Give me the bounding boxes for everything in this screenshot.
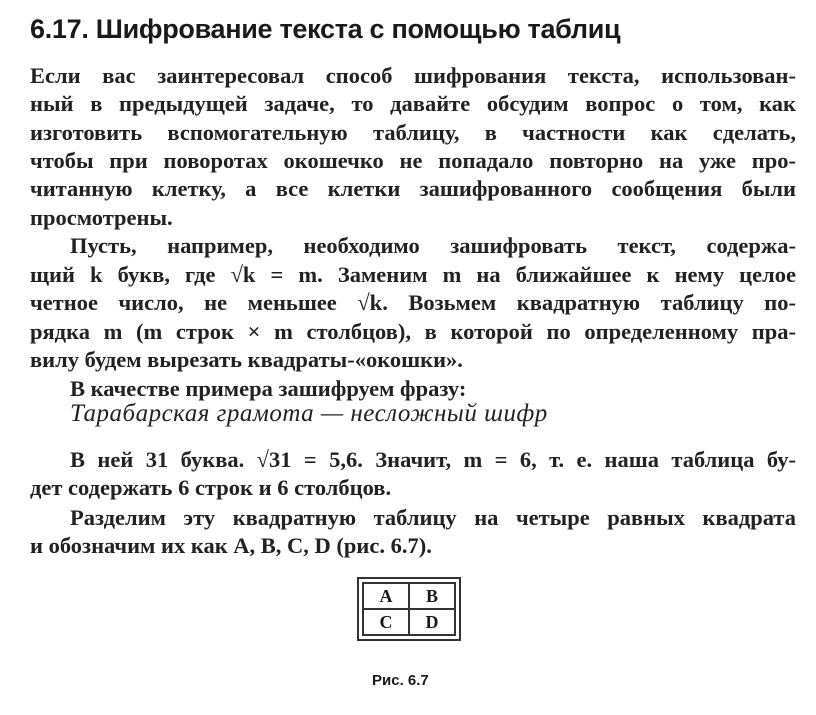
text-line: рядка m (m строк × m столбцов), в которой по определенному пра- <box>30 319 796 344</box>
text-line: щий k букв, где √k = m. Заменим m на ближайшее к нему целое <box>30 262 796 287</box>
text-line: Если вас заинтересовал способ шифрования текста, использован- <box>30 63 796 88</box>
text-line: В качестве примера зашифруем фразу: <box>70 376 467 401</box>
text-line: и обозначим их как A, B, C, D (рис. 6.7). <box>30 533 432 558</box>
text-line: вилу будем вырезать квадраты-«окошки». <box>30 347 463 372</box>
text-line: дет содержать 6 строк и 6 столбцов. <box>30 475 392 500</box>
cell-b: B <box>409 583 455 609</box>
cell-d: D <box>409 609 455 635</box>
figure-6-7-table <box>357 577 461 641</box>
figure-caption: Рис. 6.7 <box>372 672 429 689</box>
text-line: В ней 31 буква. √31 = 5,6. Значит, m = 6, т. е. наша таблица бу- <box>70 447 796 472</box>
text-line: четное число, не меньшее √k. Возьмем квадратную таблицу по- <box>30 290 796 315</box>
text-line: Разделим эту квадратную таблицу на четыре равных квадрата <box>70 505 796 530</box>
cell-c: C <box>363 609 409 635</box>
text-line: изготовить вспомогательную таблицу, в частности как сделать, <box>30 120 796 145</box>
text-line: просмотрены. <box>30 205 173 230</box>
example-phrase: Тарабарская грамота — несложный шифр <box>70 400 548 427</box>
text-line: чтобы при поворотах окошечко не попадало повторно на уже про- <box>30 148 796 173</box>
text-line: ный в предыдущей задаче, то давайте обсудим вопрос о том, как <box>30 91 796 116</box>
text-line: читанную клетку, а все клетки зашифрованного сообщения были <box>30 176 796 201</box>
cell-a: A <box>363 583 409 609</box>
text-line: Пусть, например, необходимо зашифровать текст, содержа- <box>70 233 796 258</box>
section-title: 6.17. Шифрование текста с помощью таблиц <box>30 14 621 44</box>
